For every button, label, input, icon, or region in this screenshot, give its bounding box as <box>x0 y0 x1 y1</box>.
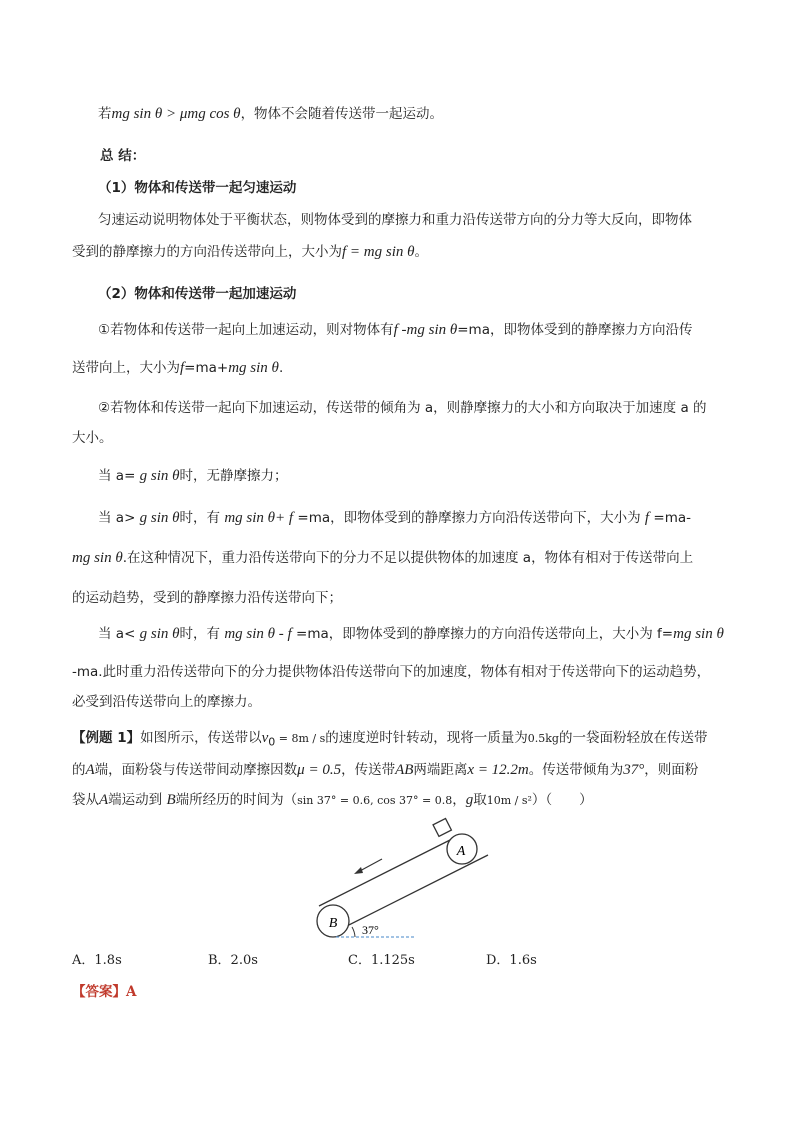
text: 端运动到 <box>108 792 167 808</box>
formula: mg sin θ+ f <box>224 510 294 526</box>
label-b: B <box>328 916 338 931</box>
section-1-text-line-2 <box>72 242 428 262</box>
motion-arrow-head <box>354 867 363 874</box>
text: 两端距离 <box>413 762 468 778</box>
formula: mg sin θ > μmg cos θ <box>111 106 241 122</box>
text: 的 <box>72 762 86 778</box>
formula: mg sin θ - f <box>224 626 292 642</box>
when-greater-line-2 <box>72 548 693 568</box>
text: ，传送带 <box>341 762 396 778</box>
case-2-line-1: ②若物体和传送带一起向下加速运动，传送带的倾角为 a，则静摩擦力的大小和方向取决于加速度 a 的 <box>98 400 707 416</box>
angle-arc <box>352 927 355 937</box>
subscript: 0 <box>268 735 276 749</box>
formula: AB <box>395 762 414 778</box>
formula: μ = 0.5 <box>297 762 342 778</box>
label-a: A <box>456 844 466 859</box>
formula: mg sin θ <box>673 626 724 642</box>
choice-a: A．1.8s <box>72 953 122 968</box>
text: =ma，即物体受到的静摩擦力方向沿传送带向下，大小为 <box>293 510 645 526</box>
belt-top-edge <box>319 839 452 906</box>
case-1-line-2 <box>72 358 283 378</box>
text: 当 a> <box>98 510 140 526</box>
when-greater-line-3: 的运动趋势，受到的静摩擦力沿传送带向下； <box>72 590 342 606</box>
choice-c: C．1.125s <box>348 953 415 968</box>
formula: x = 12.2m <box>467 762 529 778</box>
when-less-line-3: 必受到沿传送带向上的摩擦力。 <box>72 694 261 710</box>
answer-label: 【答案】 <box>72 984 126 1000</box>
formula: 0.5kg <box>527 732 559 745</box>
example-label: 【例题 1】 <box>72 730 141 746</box>
text: =ma- <box>649 510 691 526</box>
case-1-line-1 <box>98 320 692 340</box>
text: ）（ ） <box>531 792 593 808</box>
text: 端所经历的时间为（ <box>175 792 298 808</box>
text: .在这种情况下，重力沿传送带向下的分力不足以提供物体的加速度 a，物体有相对于传送带向上 <box>122 550 694 566</box>
choice-d: D．1.6s <box>486 953 537 968</box>
formula: v <box>261 730 269 746</box>
text: 端，面粉袋与传送带间动摩擦因数 <box>94 762 298 778</box>
case-2-line-2: 大小。 <box>72 430 113 446</box>
text: ，物体不会随着传送带一起运动。 <box>240 106 444 122</box>
text: ， <box>452 792 466 808</box>
formula: A <box>99 792 109 808</box>
conveyor-belt-figure <box>300 815 500 945</box>
text: 当 a< <box>98 626 140 642</box>
formula: 37° <box>623 762 645 778</box>
choice-b: B．2.0s <box>208 953 258 968</box>
text: =ma，即物体受到的静摩擦力方向沿传 <box>457 322 693 338</box>
text: 时，无静摩擦力； <box>179 468 288 484</box>
paragraph-condition <box>98 104 443 124</box>
text: 袋从 <box>72 792 99 808</box>
formula: mg sin θ <box>228 360 279 376</box>
when-equal-line <box>98 466 288 486</box>
when-less-line-1 <box>98 624 724 644</box>
formula: B <box>166 792 176 808</box>
text: 当 a= <box>98 468 140 484</box>
answer <box>72 982 136 1002</box>
text: ，则面粉 <box>644 762 699 778</box>
text: 时，有 <box>179 510 225 526</box>
example-line-1 <box>72 728 707 753</box>
formula: g <box>465 792 474 808</box>
formula: 10m / s² <box>486 794 532 807</box>
text: 时，有 <box>179 626 225 642</box>
formula: g sin θ <box>139 626 180 642</box>
flour-bag <box>433 818 451 836</box>
text: ①若物体和传送带一起向上加速运动，则对物体有 <box>98 322 394 338</box>
angle-label: 37° <box>362 923 379 937</box>
text: 的一袋面粉轻放在传送带 <box>558 730 708 746</box>
text: 如图所示，传送带以 <box>140 730 262 746</box>
formula: sin 37° = 0.6, cos 37° = 0.8 <box>297 794 453 807</box>
text: 若 <box>98 106 112 122</box>
text: 。传送带倾角为 <box>528 762 624 778</box>
section-1-title: （1）物体和传送带一起匀速运动 <box>98 180 297 196</box>
when-greater-line-1 <box>98 508 691 528</box>
text: =ma+ <box>184 360 229 376</box>
formula: A <box>85 762 95 778</box>
formula: g sin θ <box>139 468 180 484</box>
when-less-line-2: -ma.此时重力沿传送带向下的分力提供物体沿传送带向下的加速度，物体有相对于传送带向下的运动趋势， <box>72 664 711 680</box>
formula: f <box>180 360 185 376</box>
example-line-3 <box>72 790 593 811</box>
answer-value: A <box>126 984 137 1000</box>
formula: = 8m / s <box>275 732 326 745</box>
belt-bottom-edge <box>327 855 488 936</box>
formula: f -mg sin θ <box>393 322 458 338</box>
text: . <box>278 360 284 376</box>
text: 的速度逆时针转动，现将一质量为 <box>325 730 528 746</box>
text: =ma，即物体受到的静摩擦力的方向沿传送带向上，大小为 f= <box>291 626 674 642</box>
text: 受到的静摩擦力的方向沿传送带向上，大小为 <box>72 244 342 260</box>
formula: f = mg sin θ <box>342 244 415 260</box>
formula: mg sin θ <box>72 550 123 566</box>
section-2-title: （2）物体和传送带一起加速运动 <box>98 286 297 302</box>
section-1-text-line-1: 匀速运动说明物体处于平衡状态，则物体受到的摩擦力和重力沿传送带方向的分力等大反向，即物体 <box>98 212 692 228</box>
formula: f <box>644 510 650 526</box>
summary-title: 总 结： <box>100 148 146 164</box>
text: 送带向上，大小为 <box>72 360 180 376</box>
example-line-2 <box>72 760 698 780</box>
text: 。 <box>414 244 428 260</box>
text: 取 <box>473 792 487 808</box>
formula: g sin θ <box>139 510 180 526</box>
